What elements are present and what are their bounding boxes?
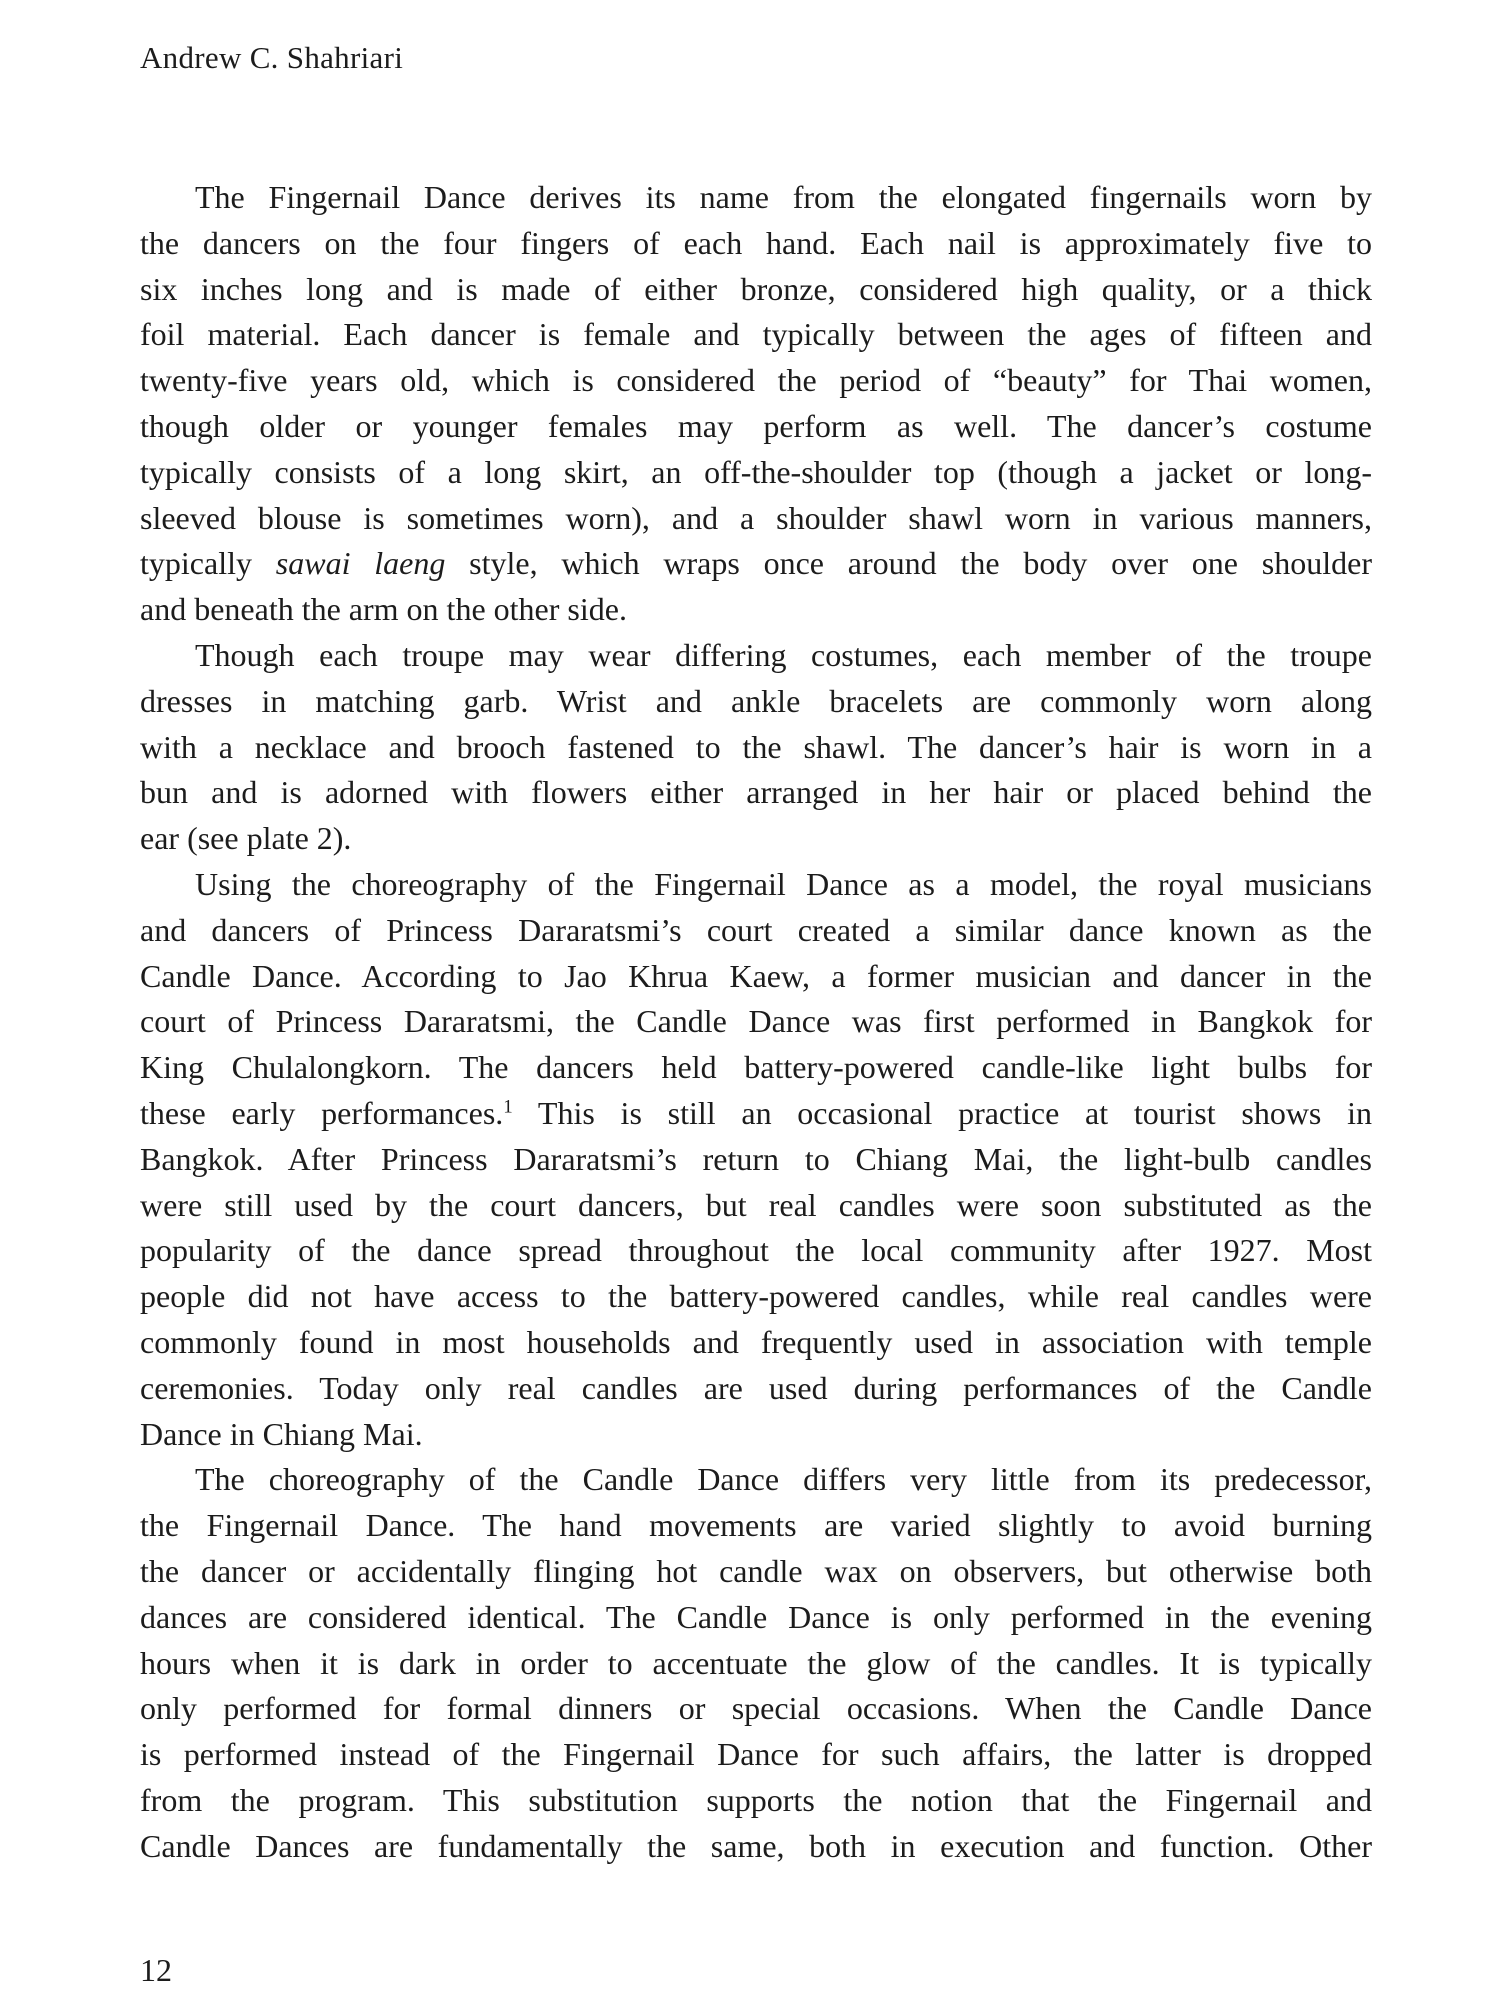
text-line: the Fingernail Dance. The hand movements are varied slightly to avoid burning — [140, 1507, 1372, 1544]
text-line: only performed for formal dinners or special occasions. When the Candle Dance — [140, 1690, 1372, 1727]
text-line: though older or younger females may perform as well. The dancer’s costume — [140, 407, 1372, 444]
text-line: is performed instead of the Fingernail Dance for such affairs, the latter is dropped — [140, 1736, 1372, 1773]
text-line: typically consists of a long skirt, an off-the-shoulder top (though a jacket or long- — [140, 453, 1372, 490]
text-line: and beneath the arm on the other side. — [140, 591, 627, 628]
text-line: people did not have access to the battery-powered candles, while real candles were — [140, 1278, 1372, 1315]
text-line: the dancers on the four fingers of each hand. Each nail is approximately five to — [140, 224, 1372, 261]
text-line: dances are considered identical. The Candle Dance is only performed in the evening — [140, 1598, 1372, 1635]
text-line: King Chulalongkorn. The dancers held battery-powered candle-like light bulbs for — [140, 1049, 1372, 1086]
text-line: foil material. Each dancer is female and typically between the ages of fifteen and — [140, 316, 1372, 353]
text-line: Dance in Chiang Mai. — [140, 1415, 423, 1452]
text-line: the dancer or accidentally flinging hot candle wax on observers, but otherwise both — [140, 1552, 1372, 1589]
text-line-with-footnote — [140, 1091, 1372, 1137]
text-line: commonly found in most households and frequently used in association with temple — [140, 1323, 1372, 1360]
text-line: were still used by the court dancers, but real candles were soon substituted as the — [140, 1186, 1372, 1223]
text-line-with-italic — [140, 541, 1372, 587]
body-text — [140, 175, 1372, 1869]
paragraph-costumes — [140, 633, 1372, 862]
text-line: Using the choreography of the Fingernail Dance as a model, the royal musicians — [195, 865, 1372, 902]
text-line: and dancers of Princess Dararatsmi’s court created a similar dance known as the — [140, 911, 1372, 948]
italic-term: sawai laeng — [275, 545, 446, 582]
text-line: The Fingernail Dance derives its name from the elongated fingernails worn by — [195, 179, 1372, 215]
footnote-marker: 1 — [503, 1096, 513, 1118]
text-line: dresses in matching garb. Wrist and ankle bracelets are commonly worn along — [140, 682, 1372, 719]
text-segment: these early performances. — [140, 1094, 504, 1131]
running-header-author: Andrew C. Shahriari — [140, 40, 404, 75]
text-line: bun and is adorned with flowers either arranged in her hair or placed behind the — [140, 774, 1372, 811]
paragraph-choreography — [140, 1457, 1372, 1869]
text-line: ear (see plate 2). — [140, 820, 352, 857]
text-line: six inches long and is made of either bronze, considered high quality, or a thick — [140, 270, 1372, 307]
text-line: Candle Dances are fundamentally the same, both in execution and function. Other — [140, 1827, 1372, 1864]
text-line: Candle Dance. According to Jao Khrua Kaew, a former musician and dancer in the — [140, 957, 1372, 994]
text-line: from the program. This substitution supports the notion that the Fingernail and — [140, 1781, 1372, 1818]
text-segment: typically — [140, 545, 276, 582]
text-line: ceremonies. Today only real candles are used during performances of the Candle — [140, 1369, 1372, 1406]
text-segment: style, which wraps once around the body over one shoulder — [445, 545, 1372, 582]
text-line: popularity of the dance spread throughout the local community after 1927. Most — [140, 1232, 1372, 1269]
text-line: court of Princess Dararatsmi, the Candle Dance was first performed in Bangkok for — [140, 1003, 1372, 1040]
text-line: Though each troupe may wear differing costumes, each member of the troupe — [195, 636, 1372, 673]
paragraph-fingernail-dance — [140, 175, 1372, 633]
text-line: sleeved blouse is sometimes worn), and a shoulder shawl worn in various manners, — [140, 499, 1372, 536]
paragraph-candle-dance-origin — [140, 862, 1372, 1457]
text-line: The choreography of the Candle Dance differs very little from its predecessor, — [195, 1461, 1372, 1498]
text-segment: This is still an occasional practice at tourist shows in — [512, 1094, 1372, 1131]
text-line: Bangkok. After Princess Dararatsmi’s return to Chiang Mai, the light-bulb candles — [140, 1140, 1372, 1177]
text-line: twenty-five years old, which is considered the period of “beauty” for Thai women, — [140, 362, 1372, 399]
text-line: with a necklace and brooch fastened to the shawl. The dancer’s hair is worn in a — [140, 728, 1372, 765]
page-number: 12 — [140, 1952, 172, 1988]
text-line: hours when it is dark in order to accentuate the glow of the candles. It is typically — [140, 1644, 1372, 1681]
